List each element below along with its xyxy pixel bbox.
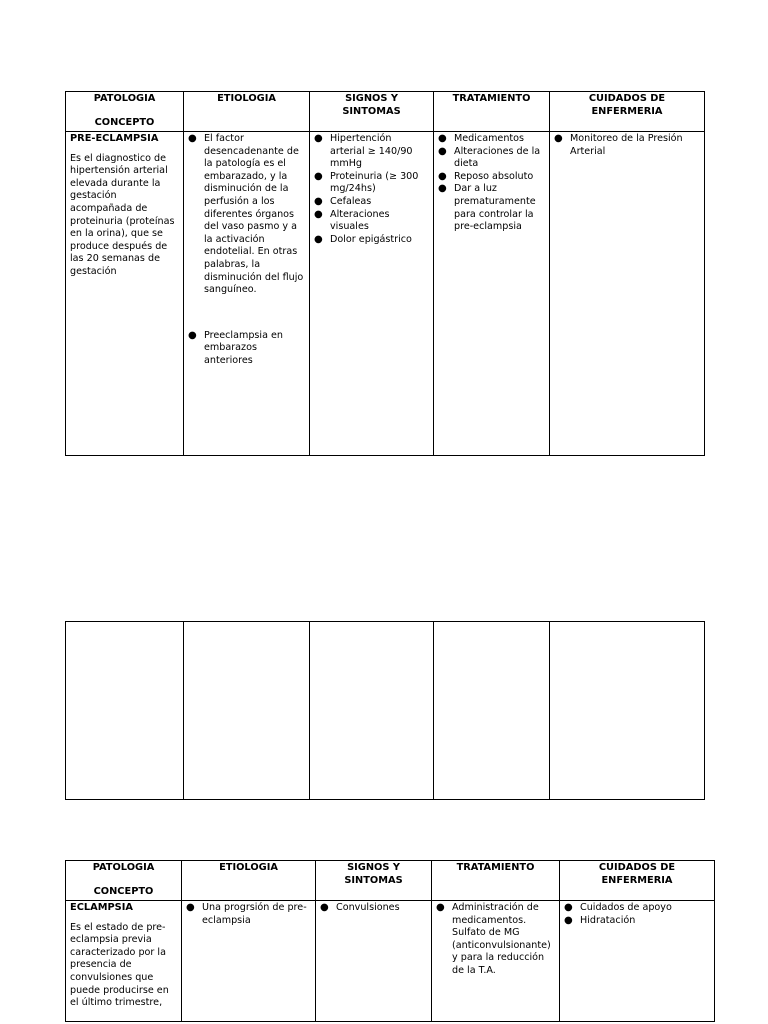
header-concepto-label: CONCEPTO xyxy=(94,116,155,128)
concepto-text: Es el diagnostico de hipertensión arterial elevada durante la gestación acompañada de proteinuria (proteínas en la orina), que se produce después de las 20 semanas de gestación xyxy=(70,152,175,277)
header-tratamiento xyxy=(432,861,560,901)
tratamiento-list xyxy=(436,901,555,978)
list-item: ● El factor desencadenante de la patología es el embarazado, y la disminución de la perfusión a los diferentes órganos del vaso pasmo y a la activación endotelial. En otras palabras, la disminución del flujo sanguíneo. xyxy=(188,133,305,297)
concepto-cell xyxy=(66,132,184,456)
list-item: ● Alteraciones visuales xyxy=(314,209,429,234)
empty-row xyxy=(66,622,705,800)
empty-cell xyxy=(66,622,184,800)
header-patologia-concepto xyxy=(66,861,182,901)
cuidados-list xyxy=(554,132,700,158)
preeclampsia-table xyxy=(65,91,705,456)
list-item: ● Hipertención arterial ≥ 140/90 mmHg xyxy=(314,133,429,171)
signos-cell xyxy=(310,132,434,456)
header-concepto-label: CONCEPTO xyxy=(93,885,154,897)
header-patologia-label: PATOLOGIA xyxy=(92,862,155,873)
header-cuidados-label: CUIDADOS DE xyxy=(598,862,676,873)
empty-cell xyxy=(434,622,550,800)
header-sintomas-label: SINTOMAS xyxy=(344,874,403,886)
list-item: ● Hidratación xyxy=(564,915,710,928)
header-sintomas-label: SINTOMAS xyxy=(342,105,401,117)
table-header-row xyxy=(66,92,705,132)
header-etiologia-label: ETIOLOGIA xyxy=(219,862,278,873)
etiologia-cell xyxy=(184,132,310,456)
list-item: ● Medicamentos xyxy=(438,133,545,146)
pathology-term: ECLAMPSIA xyxy=(70,902,133,913)
list-item: ● Cuidados de apoyo xyxy=(564,902,710,915)
header-signos-label: SIGNOS Y xyxy=(345,93,398,104)
cuidados-cell xyxy=(550,132,705,456)
header-tratamiento-label: TRATAMIENTO xyxy=(452,93,531,104)
header-signos-sintomas xyxy=(310,92,434,132)
list-item: ● Reposo absoluto xyxy=(438,171,545,184)
list-item: ● Monitoreo de la Presión Arterial xyxy=(554,133,700,158)
list-item: ● Preeclampsia en embarazos anteriores xyxy=(188,330,305,368)
empty-cell xyxy=(184,622,310,800)
list-item: ● Proteinuria (≥ 300 mg/24hs) xyxy=(314,171,429,196)
empty-cell xyxy=(550,622,705,800)
concepto-text: Es el estado de pre-eclampsia previa caracterizado por la presencia de convulsiones que puede producirse en el último trimestre, xyxy=(70,921,169,1009)
header-signos-label: SIGNOS Y xyxy=(347,862,400,873)
header-etiologia xyxy=(182,861,316,901)
table-header-row xyxy=(66,861,715,901)
list-item: ● Una progrsión de pre-eclampsia xyxy=(186,902,311,927)
signos-cell xyxy=(316,901,432,1022)
header-enfermeria-label: ENFERMERIA xyxy=(591,105,663,117)
cuidados-list xyxy=(564,901,710,927)
header-etiologia-label: ETIOLOGIA xyxy=(217,93,276,104)
header-etiologia xyxy=(184,92,310,132)
table-body-row xyxy=(66,901,715,1022)
list-item: ● Dar a luz prematuramente para controlar la pre-eclampsia xyxy=(438,183,545,233)
header-cuidados-label: CUIDADOS DE xyxy=(588,93,666,104)
etiologia-list xyxy=(186,901,311,927)
signos-list xyxy=(320,901,427,915)
header-patologia-label: PATOLOGIA xyxy=(93,93,156,104)
header-tratamiento xyxy=(434,92,550,132)
header-tratamiento-label: TRATAMIENTO xyxy=(456,862,535,873)
empty-table xyxy=(65,621,705,800)
tratamiento-cell xyxy=(432,901,560,1022)
cuidados-cell xyxy=(560,901,715,1022)
header-patologia-concepto xyxy=(66,92,184,132)
header-signos-sintomas xyxy=(316,861,432,901)
eclampsia-table xyxy=(65,860,715,1022)
table-body-row xyxy=(66,132,705,456)
header-enfermeria-label: ENFERMERIA xyxy=(601,874,673,886)
signos-list xyxy=(314,132,429,246)
list-item: ● Alteraciones de la dieta xyxy=(438,146,545,171)
list-item: ● Administración de medicamentos. Sulfato de MG (anticonvulsionante) y para la reducción de la T.A. xyxy=(436,902,555,978)
tratamiento-list xyxy=(438,132,545,234)
concepto-cell xyxy=(66,901,182,1022)
list-item: ● Cefaleas xyxy=(314,196,429,209)
etiologia-cell xyxy=(182,901,316,1022)
tratamiento-cell xyxy=(434,132,550,456)
list-item: ● Dolor epigástrico xyxy=(314,234,429,247)
header-cuidados-enfermeria xyxy=(550,92,705,132)
pathology-term: PRE-ECLAMPSIA xyxy=(70,133,159,144)
list-item: ● Convulsiones xyxy=(320,902,427,915)
empty-cell xyxy=(310,622,434,800)
etiologia-list xyxy=(188,132,305,368)
header-cuidados-enfermeria xyxy=(560,861,715,901)
